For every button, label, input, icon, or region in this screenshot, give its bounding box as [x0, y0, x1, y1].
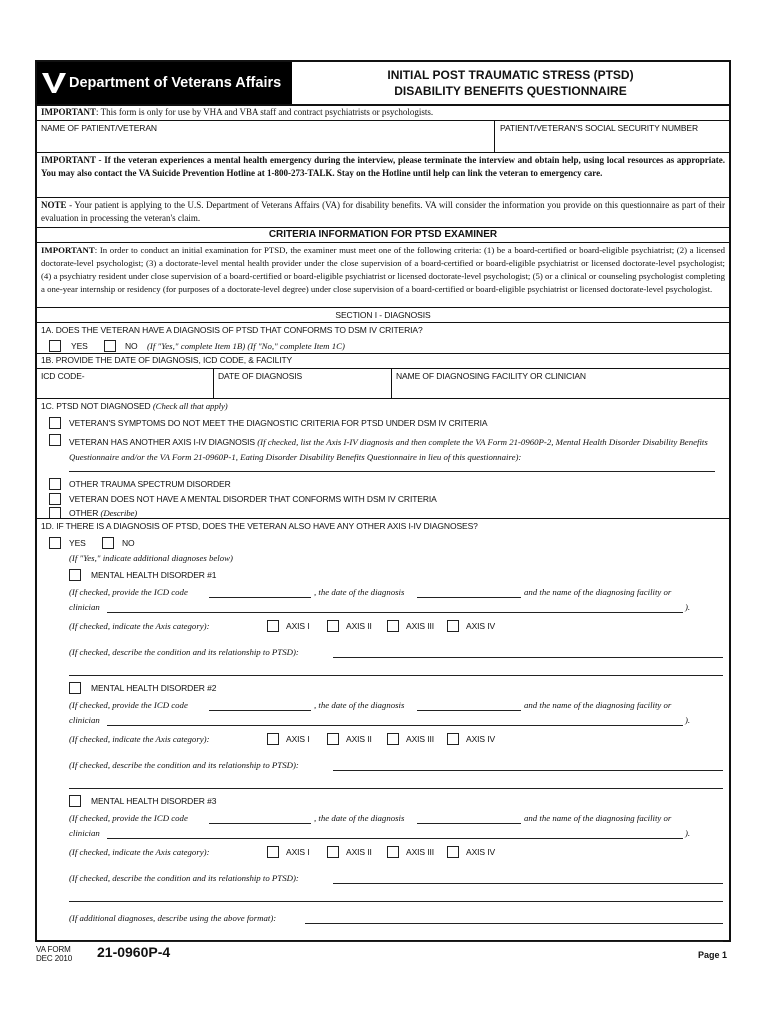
- important-notice: [37, 104, 729, 120]
- c1-checkbox[interactable]: [49, 417, 61, 429]
- q1d-no-checkbox[interactable]: [102, 537, 114, 549]
- disorder-1-clinician-input[interactable]: [107, 612, 683, 613]
- disorder-3-clinician-label: clinician: [69, 828, 100, 838]
- disorder-1-icd-label: (If checked, provide the ICD code: [69, 587, 188, 597]
- disorder-3-axis-1-checkbox[interactable]: [267, 846, 279, 858]
- note-text: - Your patient is applying to the U.S. Department of Veterans Affairs (VA) for disability benefits. VA will consider the information you provide on this questionnaire as part of their evaluation in processing the veteran's claim.: [41, 200, 725, 223]
- disorder-2-icd-label: (If checked, provide the ICD code: [69, 700, 188, 710]
- q1c-note: (Check all that apply): [152, 401, 228, 411]
- diagnosis-date-field[interactable]: [214, 369, 392, 398]
- disorder-2-describe-input-1[interactable]: [333, 770, 723, 771]
- criteria-body: : In order to conduct an initial examination for PTSD, the examiner must meet one of the following criteria: (1) be a board-certified or board-eligible psychiatrist; (2) a licensed doctorate-level psychologist; (3) a doctorate-level mental health provider under the close supervision of a board-certified or board-eligible psychiatrist or licensed doctorate-level psychologist; (4) a psychiatry resident under close supervision of a board-certified or board-eligible psychiatrist or licensed doctorate-level psychologist; (5) or a clinical or counseling psychologist completing a one-year internship or residency (for purposes of a doctorate-level degree) under close supervision of a board-certified or board-eligible psychiatrist or licensed doctorate-level psychologist.: [41, 245, 725, 294]
- c4-checkbox[interactable]: [49, 493, 61, 505]
- disorder-1-label: MENTAL HEALTH DISORDER #1: [91, 570, 217, 580]
- disorder-2-axis-3-checkbox[interactable]: [387, 733, 399, 745]
- disorder-2-axis-2-label: AXIS II: [346, 734, 372, 744]
- disorder-3-axis-label: (If checked, indicate the Axis category):: [69, 847, 210, 857]
- q1d-label: 1D. IF THERE IS A DIAGNOSIS OF PTSD, DOES THE VETERAN ALSO HAVE ANY OTHER AXIS I-IV DIAGNOSES?: [41, 521, 478, 531]
- disorder-3-describe-label: (If checked, describe the condition and its relationship to PTSD):: [69, 873, 299, 883]
- disorder-3-close-paren: ).: [685, 828, 691, 838]
- question-1c: [37, 398, 729, 518]
- disorder-2-checkbox[interactable]: [69, 682, 81, 694]
- disorder-1-axis-label: (If checked, indicate the Axis category):: [69, 621, 210, 631]
- disorder-3-axis-4-label: AXIS IV: [466, 847, 496, 857]
- disorder-1-axis-1-checkbox[interactable]: [267, 620, 279, 632]
- disorder-1-date-input[interactable]: [417, 597, 521, 598]
- disorder-1-axis-2-checkbox[interactable]: [327, 620, 339, 632]
- disorder-2-date-input[interactable]: [417, 710, 521, 711]
- disorder-3-date-label: , the date of the diagnosis: [314, 813, 405, 823]
- c1-label: VETERAN'S SYMPTOMS DO NOT MEET THE DIAGNOSTIC CRITERIA FOR PTSD UNDER DSM IV CRITERIA: [69, 418, 488, 428]
- q1d-note: (If "Yes," indicate additional diagnoses below): [69, 553, 233, 563]
- facility-field[interactable]: [392, 369, 729, 398]
- disorder-2-describe-input-2[interactable]: [69, 788, 723, 789]
- criteria-heading: CRITERIA INFORMATION FOR PTSD EXAMINER: [37, 227, 729, 242]
- ptsd-dbq-form: [35, 60, 731, 942]
- disorder-3-icd-label: (If checked, provide the ICD code: [69, 813, 188, 823]
- facility-label: NAME OF DIAGNOSING FACILITY OR CLINICIAN: [396, 371, 586, 381]
- q1a-note: (If "Yes," complete Item 1B) (If "No," complete Item 1C): [147, 341, 345, 351]
- c3-checkbox[interactable]: [49, 478, 61, 490]
- additional-input-line-2[interactable]: [69, 941, 723, 942]
- c2-label: VETERAN HAS ANOTHER AXIS I-IV DIAGNOSIS: [69, 437, 258, 447]
- disorder-3-axis-4-checkbox[interactable]: [447, 846, 459, 858]
- disorder-3-describe-input-1[interactable]: [333, 883, 723, 884]
- c4-label: VETERAN DOES NOT HAVE A MENTAL DISORDER THAT CONFORMS WITH DSM IV CRITERIA: [69, 494, 437, 504]
- q1a-no-label: NO: [125, 341, 138, 351]
- disorder-1-checkbox[interactable]: [69, 569, 81, 581]
- disorder-3-axis-2-label: AXIS II: [346, 847, 372, 857]
- va-logo-icon: [41, 71, 67, 95]
- patient-name-field[interactable]: [37, 121, 495, 152]
- disorder-3-describe-input-2[interactable]: [69, 901, 723, 902]
- disorder-2-axis-1-checkbox[interactable]: [267, 733, 279, 745]
- additional-diagnoses-label: (If additional diagnoses, describe using the above format):: [69, 913, 277, 923]
- patient-ssn-field[interactable]: [496, 121, 729, 152]
- disorder-2-clinician-label: clinician: [69, 715, 100, 725]
- note-label: NOTE: [41, 200, 67, 210]
- disorder-1-axis-3-label: AXIS III: [406, 621, 435, 631]
- disorder-1-close-paren: ).: [685, 602, 691, 612]
- disorder-2-axis-label: (If checked, indicate the Axis category):: [69, 734, 210, 744]
- q1d-yes-label: YES: [69, 538, 86, 548]
- c2-checkbox[interactable]: [49, 434, 61, 446]
- disorder-1-axis-4-label: AXIS IV: [466, 621, 496, 631]
- disorder-3-clinician-input[interactable]: [107, 838, 683, 839]
- q1a-yes-label: YES: [71, 341, 88, 351]
- disorder-3-axis-3-checkbox[interactable]: [387, 846, 399, 858]
- footer-page-number: Page 1: [698, 950, 728, 960]
- disorder-2-label: MENTAL HEALTH DISORDER #2: [91, 683, 217, 693]
- disorder-3-date-input[interactable]: [417, 823, 521, 824]
- disorder-1-axis-3-checkbox[interactable]: [387, 620, 399, 632]
- disorder-1-clinician-label: clinician: [69, 602, 100, 612]
- disorder-2-icd-input[interactable]: [209, 710, 311, 711]
- c2-input-line[interactable]: [69, 471, 715, 472]
- important-label: IMPORTANT: [41, 107, 97, 117]
- disorder-1-axis-2-label: AXIS II: [346, 621, 372, 631]
- disorder-2-close-paren: ).: [685, 715, 691, 725]
- q1d-no-label: NO: [122, 538, 135, 548]
- agency-name: Department of Veterans Affairs: [69, 75, 282, 91]
- disorder-1-describe-input-2[interactable]: [69, 675, 723, 676]
- disorder-2-axis-2-checkbox[interactable]: [327, 733, 339, 745]
- disorder-1-date-label: , the date of the diagnosis: [314, 587, 405, 597]
- disorder-3-facility-label: and the name of the diagnosing facility or: [524, 813, 672, 823]
- date-label: DATE OF DIAGNOSIS: [218, 371, 303, 381]
- emergency-text: If the veteran experiences a mental health emergency during the interview, please terminate the interview and obtain help, using local resources as appropriate. You may also contact the VA Suicide Prevention Hotline at 1-800-273-TALK. Stay on the Hotline until help can link the veteran to emergency care.: [41, 155, 725, 178]
- disorder-2-describe-label: (If checked, describe the condition and its relationship to PTSD):: [69, 760, 299, 770]
- disorder-1-describe-input-1[interactable]: [333, 657, 723, 658]
- disorder-1-axis-4-checkbox[interactable]: [447, 620, 459, 632]
- disorder-3-axis-3-label: AXIS III: [406, 847, 435, 857]
- emergency-notice: [37, 152, 729, 197]
- c2-note: (If checked, list the Axis I-IV diagnosis and then complete the VA Form 21-0960P-2, Mental Health Disorder Disability Benefits Questionnaire and/or the VA Form 21-0960P-1, Eating Disorder Disability Benefits Questionnaire in lieu of this questionnaire):: [69, 437, 708, 462]
- icd-label: ICD CODE-: [41, 371, 85, 381]
- note-notice: [37, 197, 729, 227]
- section-1-heading: SECTION I - DIAGNOSIS: [37, 307, 729, 322]
- disorder-3-icd-input[interactable]: [209, 823, 311, 824]
- emergency-label: IMPORTANT -: [41, 155, 105, 165]
- disorder-2-facility-label: and the name of the diagnosing facility or: [524, 700, 672, 710]
- question-1a: [37, 322, 729, 354]
- c3-label: OTHER TRAUMA SPECTRUM DISORDER: [69, 479, 231, 489]
- form-title-line2: DISABILITY BENEFITS QUESTIONNAIRE: [394, 84, 627, 98]
- disorder-2-date-label: , the date of the diagnosis: [314, 700, 405, 710]
- disorder-3-axis-2-checkbox[interactable]: [327, 846, 339, 858]
- q1a-label: 1A. DOES THE VETERAN HAVE A DIAGNOSIS OF PTSD THAT CONFORMS TO DSM IV CRITERIA?: [41, 325, 423, 335]
- disorder-3-checkbox[interactable]: [69, 795, 81, 807]
- additional-input-line-1[interactable]: [305, 923, 723, 924]
- q1b-label: 1B. PROVIDE THE DATE OF DIAGNOSIS, ICD CODE, & FACILITY: [37, 353, 729, 368]
- disorder-1-axis-1-label: AXIS I: [286, 621, 310, 631]
- patient-row: [37, 120, 729, 152]
- disorder-2-axis-3-label: AXIS III: [406, 734, 435, 744]
- form-title-line1: INITIAL POST TRAUMATIC STRESS (PTSD): [387, 68, 634, 82]
- important-text: : This form is only for use by VHA and VBA staff and contract psychiatrists or psychologists.: [96, 107, 434, 117]
- footer-va-form: VA FORM: [36, 945, 71, 954]
- disorder-2-clinician-input[interactable]: [107, 725, 683, 726]
- c5-note: (Describe): [100, 508, 138, 518]
- c5-label: OTHER: [69, 508, 101, 518]
- patient-ssn-label: PATIENT/VETERAN'S SOCIAL SECURITY NUMBER: [500, 123, 699, 133]
- q1a-yes-checkbox[interactable]: [49, 340, 61, 352]
- disorder-2-axis-4-checkbox[interactable]: [447, 733, 459, 745]
- q1a-no-checkbox[interactable]: [104, 340, 116, 352]
- q1d-yes-checkbox[interactable]: [49, 537, 61, 549]
- criteria-text: [37, 242, 729, 307]
- question-1d: [37, 518, 729, 940]
- disorder-3-axis-1-label: AXIS I: [286, 847, 310, 857]
- disorder-2-axis-4-label: AXIS IV: [466, 734, 496, 744]
- va-logo-banner: [37, 62, 292, 105]
- diagnosis-row: [37, 368, 729, 398]
- footer-date: DEC 2010: [36, 954, 73, 963]
- disorder-2-axis-1-label: AXIS I: [286, 734, 310, 744]
- disorder-1-describe-label: (If checked, describe the condition and its relationship to PTSD):: [69, 647, 299, 657]
- disorder-1-facility-label: and the name of the diagnosing facility or: [524, 587, 672, 597]
- patient-name-label: NAME OF PATIENT/VETERAN: [41, 123, 157, 133]
- q1c-label: 1C. PTSD NOT DIAGNOSED: [41, 401, 153, 411]
- disorder-3-label: MENTAL HEALTH DISORDER #3: [91, 796, 217, 806]
- footer-form-number: 21-0960P-4: [97, 944, 171, 960]
- disorder-1-icd-input[interactable]: [209, 597, 311, 598]
- criteria-label: IMPORTANT: [41, 245, 95, 255]
- icd-code-field[interactable]: [37, 369, 214, 398]
